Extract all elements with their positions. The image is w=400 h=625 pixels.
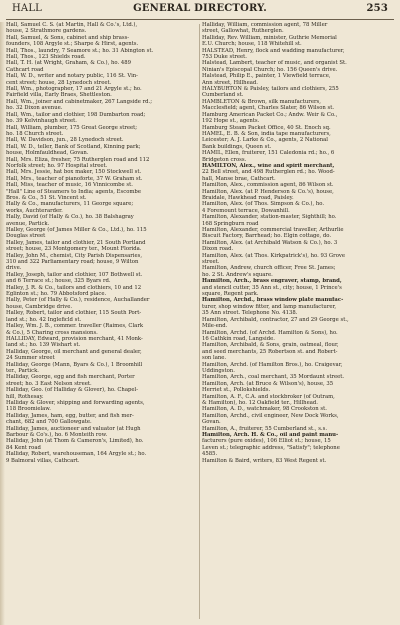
right-column [202, 22, 394, 464]
directory-line: and 6 Terrace st.; house, 325 Byars rd. [6, 278, 111, 285]
directory-line: Hall, W. D., writer and notary public, 116 St. Vin- [6, 73, 138, 80]
directory-line: Hall, W. D., teller, Bank of Scotland, Kinning park; [6, 143, 141, 150]
directory-line: & Co.), 5 Charing cross mansions. [6, 329, 98, 336]
directory-line: Hall, Wm., tailor and clothier, 198 Dumbarton road; [6, 111, 146, 118]
directory-line: Hally, Peter (of Hally & Co.), residence, Auchallander [6, 297, 150, 304]
directory-line: 4585. [202, 451, 218, 458]
directory-line: Herriet st., Pollokshields. [202, 387, 271, 394]
directory-line: Hamburg American Packet Co.; Andw. Weir & Co., [202, 111, 338, 118]
directory-line: Halley, Wm. J. B., commer. traveller (Raimes, Clark [6, 323, 144, 330]
directory-line: Dixon road. [202, 246, 234, 253]
directory-line: E.U. Church; house, 118 Whitehill st. [202, 41, 302, 48]
directory-line: Hamilton, Alex. (at Thos. Kirkpatrick's), ho. 93 Grove [202, 252, 346, 259]
directory-line: 9 Balmoral villas, Cathcart. [6, 457, 80, 464]
directory-line: Hamilton, Arch., brass engraver, stamp, brand, [202, 278, 342, 285]
directory-line: Hall, Thos., 123 Shields road. [6, 54, 86, 61]
directory-line: 22 Bell street, and 498 Rutherglen rd.; ho. Wood- [202, 169, 335, 176]
directory-line: Hally, David (of Hally & Co.), ho. 38 Balshagray [6, 214, 134, 221]
directory-line: 753 Duke street. [202, 54, 247, 61]
directory-line: Halliday, George, oil merchant and general dealer, [6, 348, 142, 355]
directory-line: Halley, Robert, tailor and clothier, 115 South Port- [6, 310, 142, 317]
directory-line: Hamilton, Arch. (at Bruce & Wilson's), house, 35 [202, 380, 334, 387]
page-binding-edge [0, 22, 5, 625]
directory-line: HALYBURTON & Paisley, tailors and clothiers, 255 [202, 86, 339, 93]
directory-line: ho. 18 Church street. [6, 130, 64, 137]
directory-line: Halstead, Lambert, teacher of music, and organist St. [202, 60, 347, 67]
directory-line: 84 Kent road [6, 444, 41, 451]
directory-line: street; ho. 3 East Nelson street. [6, 380, 92, 387]
directory-line: 4 Foremount terrace, Dowanhill. [202, 207, 290, 214]
header-left: HALL [12, 3, 43, 14]
directory-line: Halliday, Geo. (of Halliday & Glover), ho. Chapel- [6, 387, 138, 394]
directory-line: Halliday, George (Mann, Byars & Co.), 1 Broomhill [6, 361, 143, 368]
directory-line: Hamilton, Alexander, station-master, Sighthill; ho. [202, 214, 337, 221]
directory-line: Hamburg Steam Packet Office, 40 St. Enoch sq. [202, 124, 331, 131]
directory-line: facturers (pure oxides), 106 Elliot st.; house, 15 [202, 438, 331, 445]
directory-line: Eglinton st.; ho. 79 Abbotsford place. [6, 291, 107, 298]
directory-line: Ann street, Hillhead. [202, 79, 258, 86]
directory-line: Hall, Wm., joiner and cabinetmaker, 267 Langside rd.; [6, 98, 152, 105]
directory-line: Hamilton, A. F., C.A. and stockbroker (of Outram, [202, 393, 335, 400]
directory-line: & Hamilton), ho. 12 Oakfield ter., Hillhead. [202, 399, 318, 406]
directory-line: Uddingston. [202, 367, 235, 374]
directory-line: street. [202, 259, 220, 266]
directory-line: son lane. [202, 355, 227, 362]
directory-line: Hally & Co., manufacturers, 11 George square; [6, 201, 134, 208]
directory-line: Bridgeton cross. [202, 156, 247, 163]
directory-line: and stencil cutter, 35 Ann st., city; house, 1 Prince's [202, 284, 342, 291]
directory-line: Ninian's Episcopal Church; ho. 156 Queen's drive. [202, 66, 338, 73]
directory-line: and seed merchants, 25 Robertson st. and Robert- [202, 348, 338, 355]
directory-line: ho. 2 St. Andrew's square. [202, 271, 273, 278]
directory-line: Hamilton, A. D., watchmaker, 98 Crookston st. [202, 406, 327, 413]
directory-line: 168 Springburn road [202, 220, 259, 227]
directory-line: square, Regent park. [202, 291, 259, 298]
directory-line: HALSTEAD, Henry, flock and wadding manufacturer, [202, 47, 345, 54]
directory-line: Halliday, Robert, warehouseman, 164 Argyle st.; ho. [6, 451, 147, 458]
directory-line: Hall, Thos., laundry, 7 Seamore st.; ho. 31 Abington st. [6, 47, 154, 54]
directory-line: Hall, William, plumber, 175 Great George street; [6, 124, 138, 131]
page-header [4, 3, 396, 19]
directory-line: Hamilton, Alex. (at P. Henderson & Co.'s), house, [202, 188, 334, 195]
header-rule [6, 19, 394, 20]
directory-line: Halliday, James, auctioneer and valuator (at Hugh [6, 425, 141, 432]
directory-line: Hamilton, Alex. (of Thos. Simpson & Co.), ho. [202, 201, 325, 208]
directory-line: Leicester; A. J. Larke & Co., agents, 2 National [202, 137, 328, 144]
directory-line: Bros. & Co., 51 St. Vincent st. [6, 194, 87, 201]
directory-line: Hamilton, Archibald, & Sons, grain, oatmeal, flour, [202, 342, 339, 349]
directory-line: 192 Hope st., agents. [202, 118, 260, 125]
directory-line: house, Holmfauldhead, Govan. [6, 150, 89, 157]
directory-line: Braidale, Hawkhead road, Paisley. [202, 194, 294, 201]
directory-line: house, 2 Strathmore gardens. [6, 28, 87, 35]
directory-line: "Hall" Line of Steamers to India; agents, Escombe [6, 188, 141, 195]
directory-line: Hall, Miss, teacher of music, 16 Vinnicombe st. [6, 182, 133, 189]
directory-line: Hall, T. H. (at Wright, Graham, & Co.), ho. 489 [6, 60, 131, 67]
directory-line: drive. [6, 265, 22, 272]
directory-line: HAMBLETON & Brown, silk manufacturers, [202, 98, 321, 105]
page-number: 253 [366, 3, 388, 14]
directory-line: Barbour & Co's.), ho. 6 Monteith row. [6, 432, 108, 438]
directory-line: Hamilton, A., fruiterer, 55 Cumberland st., s.s. [202, 425, 328, 432]
directory-line: Hamilton, Alex. (at Archibald Watson & Co.), ho. 3 [202, 239, 338, 246]
directory-line: ho. 32 Dixon avenue. [6, 105, 63, 112]
directory-line: 118 Broomielaw. [6, 406, 51, 413]
directory-line: chant, 682 and 700 Gallowgate. [6, 419, 92, 426]
header-center: GENERAL DIRECTORY. [133, 3, 267, 14]
directory-line: house, Cambridge drive. [6, 303, 73, 310]
directory-line: Hall, W. Davidson, jun., 28 Lynedoch street. [6, 137, 124, 144]
directory-line: HALLIDAY, Edward, provision merchant, 41 Monk- [6, 335, 143, 342]
directory-line: Hall, Wm., photographer, 17 and 21 Argyle st.; ho. [6, 86, 142, 93]
directory-line: Halliday, John (at Thom & Cameron's, Limited), ho. [6, 438, 144, 445]
directory-line: Cathcart road [6, 66, 44, 73]
directory-line: Hall, Mrs., teacher of pianoforte, 37 W. Graham st. [6, 175, 143, 182]
directory-line: 310 and 322 Parliamentary road; house, 9 Wilton [6, 259, 139, 266]
directory-line: Hamilton, Andrew, church officer, Free St. James; [202, 265, 336, 272]
directory-line: Hamilton, Archd., brass window plate manufac- [202, 297, 344, 304]
directory-line: founders, 108 Argyle st.; Sharpe & Hirst, agents. [6, 41, 139, 48]
directory-line: 24 Summer street [6, 355, 55, 362]
directory-line: Bank buildings, Queen st. [202, 143, 272, 150]
directory-line: avenue, Partick. [6, 220, 50, 227]
directory-line: Macclesfield; agent, Charles Slater, 86 Wilson st. [202, 105, 335, 112]
directory-line: Halley, Joseph, tailor and clothier, 107 Bothwell st. [6, 271, 143, 278]
directory-line: Halliday & Glover, shipping and forwarding agents, [6, 399, 145, 406]
directory-line: works, Auchterarder. [6, 207, 63, 214]
directory-line: Halley, James, tailor and clothier, 21 South Portland [6, 239, 146, 246]
directory-line: land st.; ho. 42 Ingleficld st. [6, 316, 82, 323]
directory-line: Govan. [202, 419, 221, 426]
directory-line: Cumberland st. [202, 92, 244, 99]
directory-line: Halstead, Philip E., painter, 1 Viewfield terrace, [202, 73, 331, 80]
directory-line: Hamilton, Archd. (of Archd. Hamilton & Sons), ho. [202, 329, 338, 336]
directory-line: Hamilton, Archibald, contractor, 27 and 29 George st., [202, 316, 349, 323]
directory-line: Hamilton, Alexander, commercial traveller, Arthurlie [202, 227, 344, 233]
directory-line: cent street; house, 28 Lynedoch street. [6, 79, 112, 86]
directory-line: HAMIL, Ellen, fruiterer, 151 Caledonia rd.; ho., 6 [202, 150, 335, 157]
directory-line: hall, Manse brae, Cathcart. [202, 175, 276, 182]
directory-line: Halliday, James, ham, egg, butter, and fish mer- [6, 412, 134, 419]
directory-line: Hall, Mrs. Eliza, fresher, 75 Rutherglen road and 112 [6, 156, 150, 163]
directory-line: Halley, John M., chemist, City Parish Dispensaries, [6, 252, 143, 259]
directory-line: Halliday, George, egg and fish merchant, Porter [6, 374, 135, 381]
directory-line: land st.; ho. 139 Wishart st. [6, 342, 81, 349]
directory-line: Hamilton, Alex., commission agent, 86 Wilson st. [202, 182, 334, 189]
directory-line: Hall, Mrs. Jessie, hat box maker, 150 Stockwell st. [6, 169, 142, 176]
directory-line: Norfolk street; ho. 97 Hospital street. [6, 162, 108, 169]
directory-line: Hamilton, Archd., civil engineer, New Dock Works, [202, 412, 339, 419]
directory-line: Hamilton, Arch. H. & Co., oil and paint manu- [202, 432, 339, 438]
directory-line: 16 Cathkin road, Langside. [202, 335, 275, 342]
directory-line: Fairfield villa, Early Braes, Shettleston. [6, 92, 112, 99]
directory-line: Halley, J. R. & Co., tailors and clothiers, 10 and 12 [6, 284, 142, 291]
directory-line: Hall, Samuel C. S. (at Martin, Hall & Co.'s, Ltd.), [6, 22, 138, 28]
left-column [6, 22, 198, 464]
directory-line: ho. 39 Kelvinhaugh street. [6, 118, 77, 125]
directory-line: HAMILTON, Alex., wine and spirit merchant, [202, 162, 335, 169]
directory-line: Halliday, Rev. William, minister, Guthrie Memorial [202, 34, 337, 41]
directory-line: turer, shop window fitter, and lamp manufacturer, [202, 303, 337, 310]
directory-line: 35 Ann street. Telephone No. 4138. [202, 310, 298, 317]
directory-line: Halley, George (of James Miller & Co., Ltd.), ho. 115 [6, 227, 147, 233]
directory-line: hill, Rothesay. [6, 393, 44, 400]
directory-line: Leven st.; telegraphic address, "Satisfy"; telephone [202, 444, 340, 451]
directory-line: ter., Partick. [6, 367, 39, 374]
directory-line: street; house, 23 Montgomery ter., Mount Florida. [6, 246, 142, 253]
directory-line: street, Gallowhat, Rutherglen. [202, 28, 284, 35]
directory-line: Hall, Samuel, & Sons, cabinet and ship brass- [6, 34, 130, 41]
directory-line: Hamilton, Arch., coal merchant, 35 Mordaunt street. [202, 374, 345, 381]
directory-line: Hamilton, Archd. (of Hamilton Bros.), ho. Craigevar, [202, 361, 343, 368]
directory-line: Biscuit Factory, Barrhead; ho. Elgin cottage, do. [202, 233, 332, 240]
directory-line: Douglas street [6, 233, 46, 240]
directory-line: Hamilton & Baird, writers, 83 West Regent st. [202, 457, 327, 464]
column-divider [199, 24, 200, 619]
directory-line: HAMEL, E. B. & Son, india tape manufacturers, [202, 130, 331, 137]
directory-line: Mile-end. [202, 323, 228, 330]
directory-line: Halliday, William, commission agent, 78 Miller [202, 22, 328, 28]
